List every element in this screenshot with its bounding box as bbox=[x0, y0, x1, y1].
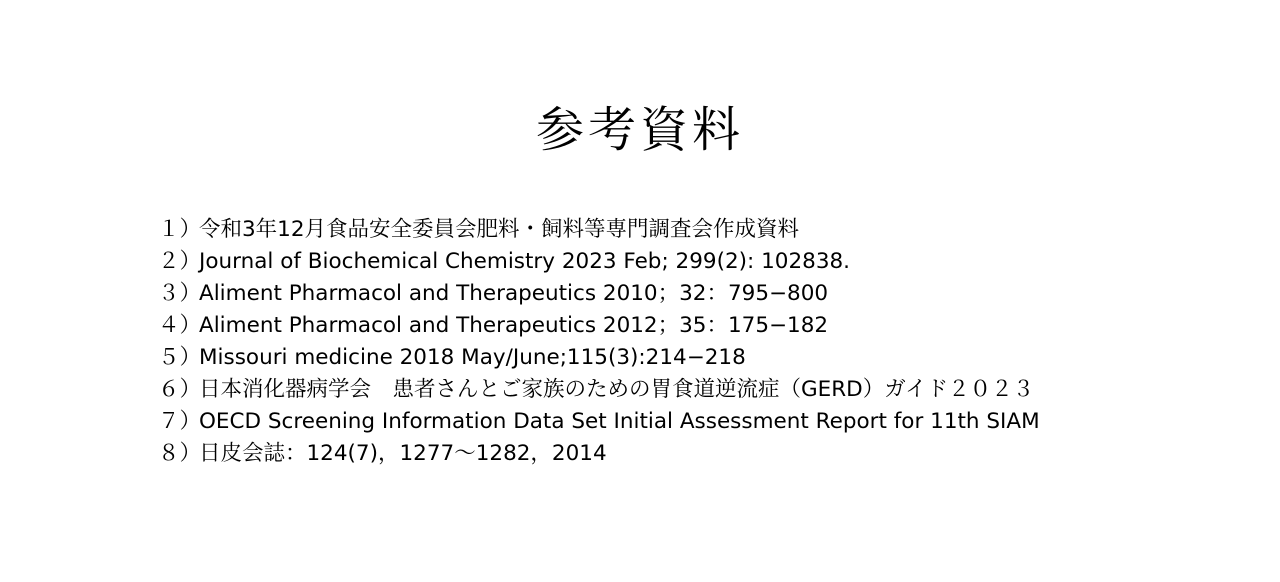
reference-item bbox=[158, 246, 1248, 278]
reference-item bbox=[158, 374, 1248, 406]
reference-number: ６） bbox=[158, 377, 202, 402]
reference-number: ４） bbox=[158, 313, 202, 338]
reference-item bbox=[158, 406, 1248, 438]
reference-number: ７） bbox=[158, 409, 202, 434]
reference-number: ５） bbox=[158, 345, 202, 370]
reference-text: Journal of Biochemical Chemistry 2023 Feb; 299(2): 102838. bbox=[199, 249, 851, 274]
reference-text: 日本消化器病学会 患者さんとご家族のための胃食道逆流症（GERD）ガイド２０２３ bbox=[199, 377, 1035, 402]
reference-number: ８） bbox=[158, 441, 202, 466]
reference-number: ３） bbox=[158, 281, 202, 306]
reference-item bbox=[158, 438, 1248, 470]
reference-item bbox=[158, 342, 1248, 374]
reference-text: Aliment Pharmacol and Therapeutics 2012；35：175−182 bbox=[199, 313, 829, 338]
page-title: 参考資料 bbox=[535, 102, 744, 158]
reference-item bbox=[158, 214, 1248, 246]
reference-text: OECD Screening Information Data Set Initial Assessment Report for 11th SIAM bbox=[199, 409, 1040, 434]
reference-item bbox=[158, 278, 1248, 310]
reference-number: １） bbox=[158, 217, 202, 242]
reference-text: Missouri medicine 2018 May/June;115(3):214−218 bbox=[199, 345, 746, 370]
reference-text: 令和3年12月食品安全委員会肥料・飼料等専門調査会作成資料 bbox=[199, 217, 800, 242]
reference-item bbox=[158, 310, 1248, 342]
reference-list bbox=[158, 214, 1248, 470]
reference-text: 日皮会誌：124(7)，1277～1282，2014 bbox=[199, 441, 607, 466]
reference-number: ２） bbox=[158, 249, 202, 274]
reference-text: Aliment Pharmacol and Therapeutics 2010；32：795−800 bbox=[199, 281, 829, 306]
